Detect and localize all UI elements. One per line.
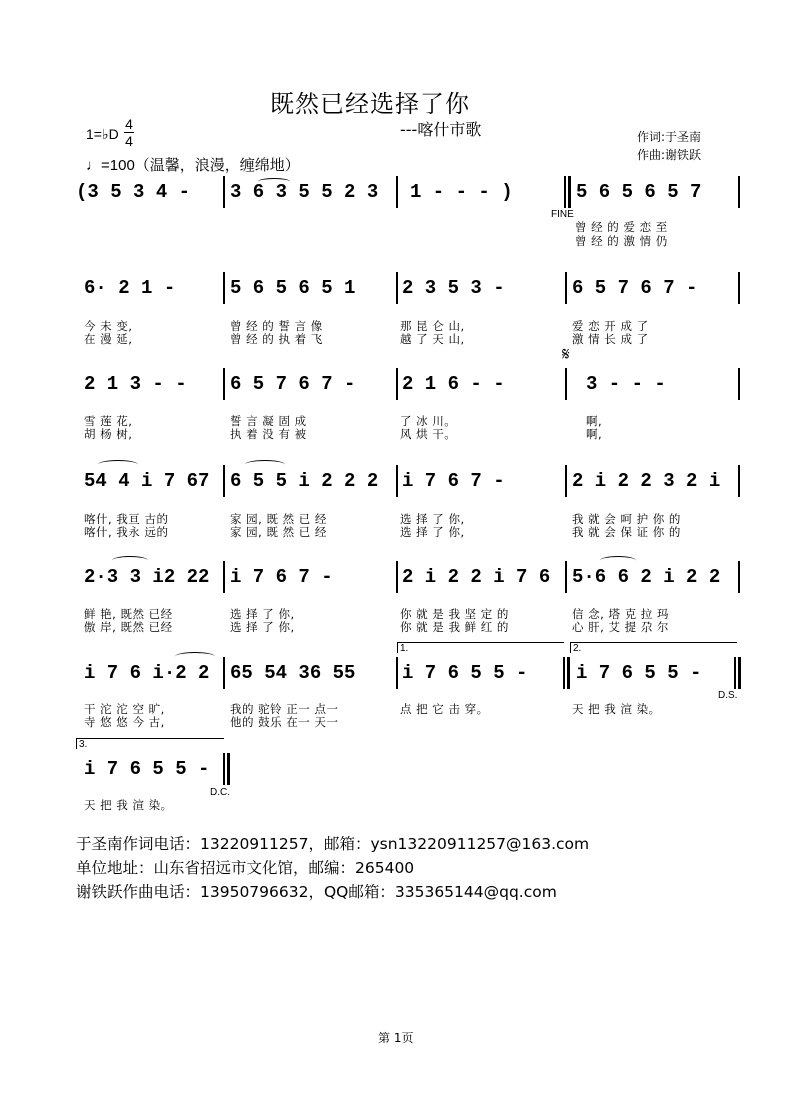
song-title: 既然已经选择了你: [270, 90, 470, 118]
lyric-line: 执 着 没 有 被: [230, 427, 307, 441]
slur: [245, 460, 285, 469]
barline: [396, 368, 398, 400]
lyric-line: 天 把 我 渲 染。: [84, 798, 173, 812]
time-signature: [124, 116, 134, 149]
composer-contact: 谢铁跃作曲电话：13950796632，QQ邮箱：335365144@qq.com: [76, 883, 557, 901]
barline: [734, 657, 736, 689]
lyric-line: 激 情 长 成 了: [572, 332, 649, 346]
lyric-line: 我 就 会 保 证 你 的: [572, 525, 681, 539]
barline: [565, 561, 567, 593]
office-address: 单位地址：山东省招远市文化馆，邮编：265400: [76, 859, 415, 877]
lyricist-credit: 作词:于圣南: [637, 130, 702, 144]
lyric-line: 选 择 了 你,: [400, 525, 465, 539]
barline: [563, 657, 565, 689]
fine-mark: FINE: [551, 209, 574, 220]
barline: [223, 561, 225, 593]
notation-segment: 2 1 6 - -: [402, 373, 505, 395]
volta-bracket: [570, 642, 737, 653]
tempo-text: =100（温馨，浪漫，缠绵地）: [101, 157, 300, 174]
lyric-line: 你 就 是 我 鲜 红 的: [400, 620, 509, 634]
notation-segment: 2 i 2 2 3 2 i: [572, 470, 721, 492]
notation-segment: (3 5 3 4 -: [76, 181, 191, 203]
notation-segment: 6 5 5 i 2 2 2: [230, 470, 379, 492]
slur: [258, 178, 290, 185]
lyric-line: 曾 经 的 激 情 仍: [575, 234, 668, 248]
lyric-line: 曾 经 的 誓 言 像: [230, 319, 323, 333]
notation-segment: i 7 6 i·2 2: [84, 662, 210, 684]
key-accidental: ♭: [101, 126, 109, 142]
notation-segment: 54 4 i 7 67: [84, 470, 210, 492]
lyric-line: 鲜 艳, 既然 已经: [84, 607, 173, 621]
notation-segment: 2 i 2 2 i 7 6: [402, 566, 551, 588]
barline: [223, 176, 225, 208]
barline: [396, 272, 398, 304]
lyric-line: 胡 杨 树,: [84, 427, 133, 441]
lyric-line: 爱 恋 开 成 了: [572, 319, 649, 333]
notation-segment: 3 - - -: [586, 373, 666, 395]
notation-segment: 5 6 5 6 5 7: [576, 181, 702, 203]
quarter-note-icon: ♩: [86, 157, 101, 174]
volta-label: 1.: [400, 643, 409, 654]
lyric-line: 喀什, 我亘 古的: [84, 512, 169, 526]
barline: [227, 753, 230, 785]
slur: [112, 556, 148, 565]
notation-segment: 6 5 7 6 7 -: [572, 277, 698, 299]
barline: [223, 272, 225, 304]
notation-segment: 2 1 3 - -: [84, 373, 187, 395]
lyric-line: 喀什, 我永 远的: [84, 525, 169, 539]
lyric-line: 心 肝, 艾 提 尕 尔: [572, 620, 669, 634]
notation-segment: 6· 2 1 -: [84, 277, 176, 299]
lyric-line: 干 沱 沱 空 旷,: [84, 702, 165, 716]
lyric-line: 曾 经 的 执 着 飞: [230, 332, 323, 346]
barline: [565, 465, 567, 497]
lyric-line: 越 了 天 山,: [400, 332, 465, 346]
page-number: 第 1页: [378, 1031, 414, 1045]
barline: [565, 272, 567, 304]
barline: [223, 368, 225, 400]
lyric-line: 誓 言 凝 固 成: [230, 414, 307, 428]
song-subtitle: ---喀什市歌: [400, 120, 482, 139]
key-signature: [86, 126, 119, 143]
notation-segment: 2 3 5 3 -: [402, 277, 505, 299]
lyric-line: 点 把 它 击 穿。: [400, 702, 489, 716]
lyric-line: 我的 驼铃 正一 点一: [230, 702, 339, 716]
lyricist-contact: 于圣南作词电话：13220911257，邮箱：ysn13220911257@163.com: [76, 835, 590, 853]
tempo-marking: [86, 154, 300, 175]
lyric-line: 在 漫 延,: [84, 332, 133, 346]
lyric-line: 天 把 我 渲 染。: [572, 702, 661, 716]
barline: [396, 465, 398, 497]
lyric-line: 风 烘 干。: [400, 427, 457, 441]
barline: [738, 657, 741, 689]
barline: [565, 368, 567, 400]
dc-mark: D.C.: [210, 787, 230, 798]
lyric-line: 那 昆 仑 山,: [400, 319, 465, 333]
lyric-line: 今 未 变,: [84, 319, 133, 333]
lyric-line: 寺 悠 悠 今 古,: [84, 715, 165, 729]
slur: [600, 556, 636, 565]
barline: [223, 753, 225, 785]
barline: [738, 368, 740, 400]
lyric-line: 家 园, 既 然 已 经: [230, 525, 327, 539]
lyric-line: 选 择 了 你,: [400, 512, 465, 526]
notation-segment: 65 54 36 55: [230, 662, 356, 684]
time-top: 4: [125, 116, 133, 132]
barline: [396, 657, 398, 689]
notation-segment: i 7 6 7 -: [402, 470, 505, 492]
lyric-line: 他的 鼓乐 在一 天一: [230, 715, 339, 729]
volta-bracket: [76, 738, 224, 749]
slur: [175, 652, 215, 661]
lyric-line: 信 念, 塔 克 拉 玛: [572, 607, 669, 621]
lyric-line: 我 就 会 呵 护 你 的: [572, 512, 681, 526]
barline: [564, 176, 566, 208]
barline: [567, 657, 570, 689]
barline: [738, 272, 740, 304]
lyric-line: 你 就 是 我 坚 定 的: [400, 607, 509, 621]
volta-bracket: [397, 642, 564, 653]
composer-credit: 作曲:谢铁跃: [637, 148, 702, 162]
lyric-line: 了 冰 川。: [400, 414, 457, 428]
lyric-line: 啊,: [586, 427, 603, 441]
notation-segment: 1 - - - ): [410, 181, 513, 203]
key-note: D: [108, 126, 119, 142]
lyric-line: 傲 岸, 既然 已经: [84, 620, 173, 634]
notation-segment: 3 6 3 5 5 2 3: [230, 181, 379, 203]
barline: [223, 465, 225, 497]
notation-segment: i 7 6 5 5 -: [402, 662, 528, 684]
slur: [98, 460, 138, 469]
barline: [396, 176, 398, 208]
segno-sign-icon: 𝄋: [562, 344, 570, 365]
lyric-line: 雪 莲 花,: [84, 414, 133, 428]
lyric-line: 啊,: [586, 414, 603, 428]
ds-mark: D.S.: [718, 690, 738, 701]
notation-segment: i 7 6 7 -: [230, 566, 333, 588]
barline: [223, 657, 225, 689]
notation-segment: i 7 6 5 5 -: [84, 758, 210, 780]
lyric-line: 选 择 了 你,: [230, 607, 295, 621]
barline: [396, 561, 398, 593]
barline: [738, 561, 740, 593]
time-bottom: 4: [125, 133, 133, 149]
notation-segment: 6 5 7 6 7 -: [230, 373, 356, 395]
lyric-line: 家 园, 既 然 已 经: [230, 512, 327, 526]
barline: [738, 465, 740, 497]
notation-segment: i 7 6 5 5 -: [576, 662, 702, 684]
lyric-line: 选 择 了 你,: [230, 620, 295, 634]
lyric-line: 曾 经 的 爱 恋 至: [575, 220, 668, 234]
notation-segment: 2·3 3 i2 22: [84, 566, 210, 588]
volta-label: 2.: [573, 643, 582, 654]
barline: [568, 176, 571, 208]
notation-segment: 5 6 5 6 5 1: [230, 277, 356, 299]
volta-label: 3.: [79, 739, 88, 750]
key-prefix: 1=: [86, 126, 102, 142]
notation-segment: 5·6 6 2 i 2 2: [572, 566, 721, 588]
barline: [738, 176, 740, 208]
